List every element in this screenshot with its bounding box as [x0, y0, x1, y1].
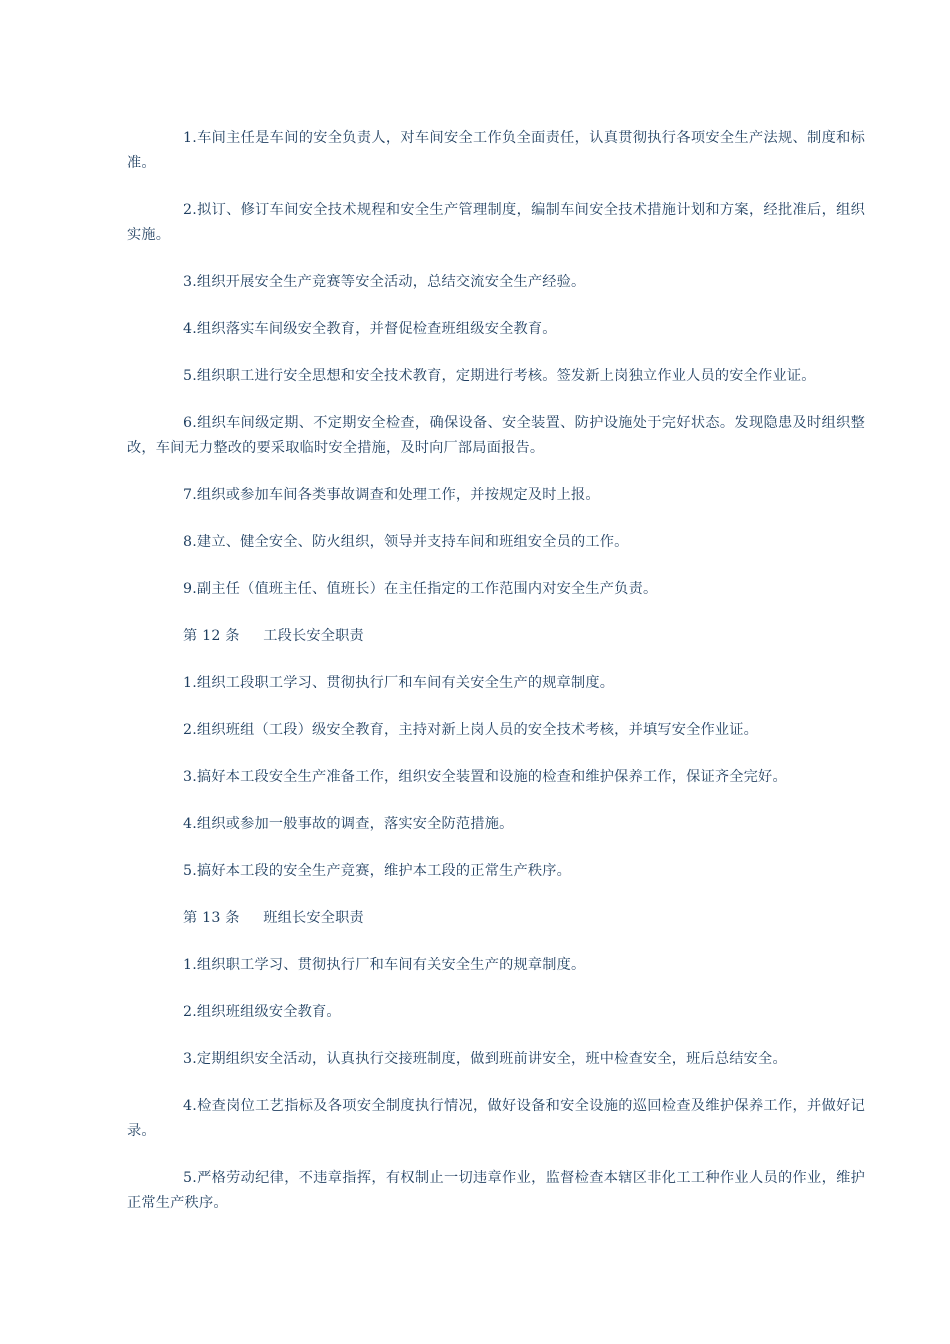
section-leader-duty-3: 3.搞好本工段安全生产准备工作，组织安全装置和设施的检查和维护保养工作，保证齐全完好。	[183, 769, 787, 785]
workshop-duty-2: 2.拟订、修订车间安全技术规程和安全生产管理制度，编制车间安全技术措施计划和方案，经批准后，组织实施。	[127, 202, 865, 243]
team-leader-duty-2: 2.组织班组级安全教育。	[183, 1004, 341, 1020]
workshop-duty-8: 8.建立、健全安全、防火组织，领导并支持车间和班组安全员的工作。	[183, 534, 629, 550]
workshop-duty-1: 1.车间主任是车间的安全负责人，对车间安全工作负全面责任，认真贯彻执行各项安全生产法规、制度和标准。	[127, 130, 865, 171]
workshop-duty-3: 3.组织开展安全生产竞赛等安全活动，总结交流安全生产经验。	[183, 274, 586, 290]
article-12-heading: 第 12 条 工段长安全职责	[183, 628, 364, 644]
workshop-duty-5: 5.组织职工进行安全思想和安全技术教育，定期进行考核。签发新上岗独立作业人员的安全作业证。	[183, 368, 816, 384]
workshop-duty-4: 4.组织落实车间级安全教育，并督促检查班组级安全教育。	[183, 321, 557, 337]
article-13-heading: 第 13 条 班组长安全职责	[183, 910, 364, 926]
team-leader-duty-3: 3.定期组织安全活动，认真执行交接班制度，做到班前讲安全，班中检查安全，班后总结安全。	[183, 1051, 787, 1067]
section-leader-duty-1: 1.组织工段职工学习、贯彻执行厂和车间有关安全生产的规章制度。	[183, 675, 615, 691]
section-leader-duty-5: 5.搞好本工段的安全生产竞赛，维护本工段的正常生产秩序。	[183, 863, 572, 879]
team-leader-duty-4: 4.检查岗位工艺指标及各项安全制度执行情况，做好设备和安全设施的巡回检查及维护保养工作，并做好记录。	[127, 1098, 865, 1139]
section-leader-duty-4: 4.组织或参加一般事故的调查，落实安全防范措施。	[183, 816, 514, 832]
team-leader-duty-5: 5.严格劳动纪律，不违章指挥，有权制止一切违章作业，监督检查本辖区非化工工种作业人员的作业，维护正常生产秩序。	[127, 1170, 865, 1211]
document-body	[127, 126, 865, 1238]
workshop-duty-9: 9.副主任（值班主任、值班长）在主任指定的工作范围内对安全生产负责。	[183, 581, 658, 597]
workshop-duty-6: 6.组织车间级定期、不定期安全检查，确保设备、安全装置、防护设施处于完好状态。发现隐患及时组织整改，车间无力整改的要采取临时安全措施，及时向厂部局面报告。	[127, 415, 865, 456]
team-leader-duty-1: 1.组织职工学习、贯彻执行厂和车间有关安全生产的规章制度。	[183, 957, 586, 973]
workshop-duty-7: 7.组织或参加车间各类事故调查和处理工作，并按规定及时上报。	[183, 487, 600, 503]
section-leader-duty-2: 2.组织班组（工段）级安全教育，主持对新上岗人员的安全技术考核，并填写安全作业证。	[183, 722, 759, 738]
